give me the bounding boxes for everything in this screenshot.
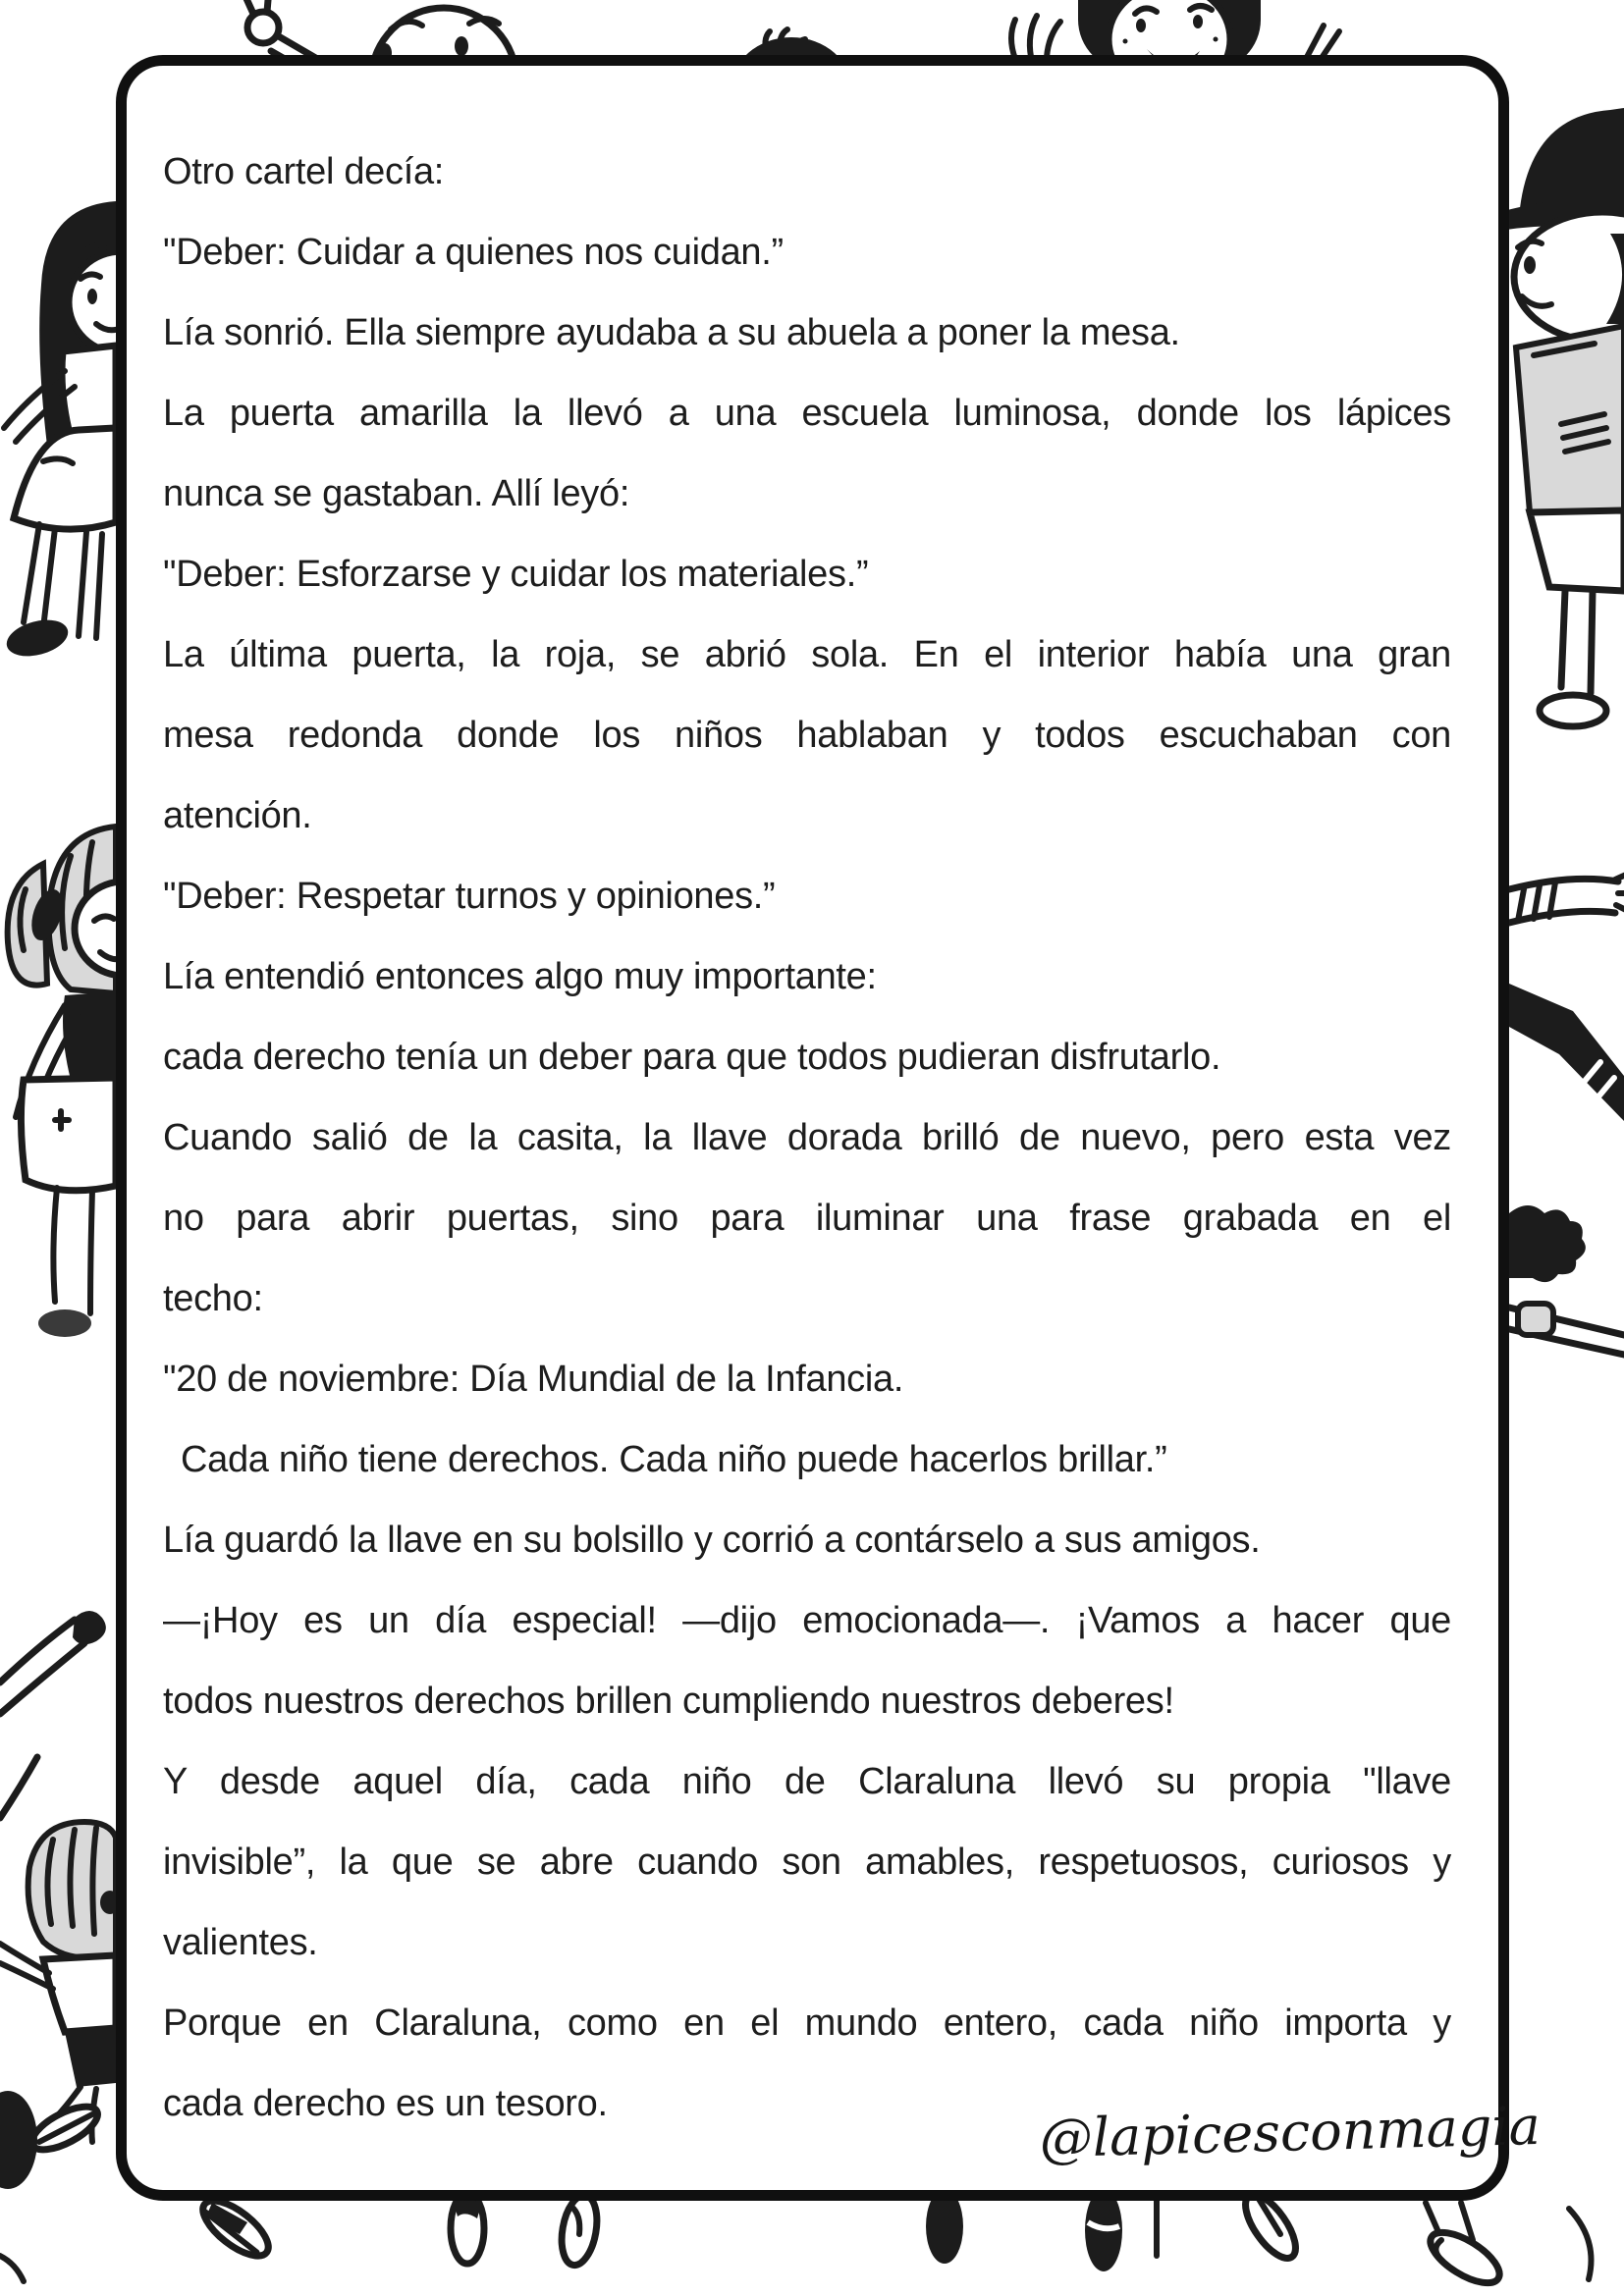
child-doodle-bottom-right-leg <box>1423 2203 1591 2293</box>
story-line: —¡Hoy es un día especial! —dijo emocionada—. ¡Vamos a hacer que <box>163 1600 1451 1641</box>
story-line: atención. <box>163 795 312 836</box>
child-doodle-right-reaching-arm <box>1509 870 1624 1121</box>
story-line: valientes. <box>163 1922 318 1963</box>
story-line: Cada niño tiene derechos. Cada niño puede hacerlos brillar.” <box>181 1439 1167 1480</box>
story-frame <box>116 55 1542 2201</box>
story-line: mesa redonda donde los niños hablaban y todos escuchaban con <box>163 715 1451 756</box>
child-doodle-left-jumper <box>0 1611 106 1818</box>
story-line: nunca se gastaban. Allí leyó: <box>163 473 630 514</box>
story-line: "20 de noviembre: Día Mundial de la Infancia. <box>163 1359 904 1400</box>
story-line: no para abrir puertas, sino para iluminar una frase grabada en el <box>163 1198 1451 1239</box>
story-line: "Deber: Respetar turnos y opiniones.” <box>163 876 776 917</box>
story-line: Lía entendió entonces algo muy importante: <box>163 956 877 997</box>
story-line: Y desde aquel día, cada niño de Claraluna llevó su propia "llave <box>163 1761 1451 1802</box>
story-line: Otro cartel decía: <box>163 151 445 192</box>
story-line: La última puerta, la roja, se abrió sola. En el interior había una gran <box>163 634 1451 675</box>
story-line: techo: <box>163 1278 263 1319</box>
story-line: Cuando salió de la casita, la llave dorada brilló de nuevo, pero esta vez <box>163 1117 1451 1158</box>
story-line: Lía sonrió. Ella siempre ayudaba a su abuela a poner la mesa. <box>163 312 1180 353</box>
story-line: Lía guardó la llave en su bolsillo y corrió a contárselo a sus amigos. <box>163 1520 1261 1561</box>
story-line: La puerta amarilla la llevó a una escuela luminosa, donde los lápices <box>163 393 1451 434</box>
story-text <box>163 132 1451 2144</box>
story-line: "Deber: Cuidar a quienes nos cuidan.” <box>163 232 784 273</box>
story-line: todos nuestros derechos brillen cumpliendo nuestros deberes! <box>163 1681 1174 1722</box>
story-line: cada derecho tenía un deber para que todos pudieran disfrutarlo. <box>163 1037 1221 1078</box>
story-line: invisible”, la que se abre cuando son amables, respetuosos, curiosos y <box>163 1842 1451 1883</box>
story-line: "Deber: Esforzarse y cuidar los materiales.” <box>163 554 869 595</box>
story-line: Porque en Claraluna, como en el mundo entero, cada niño importa y <box>163 2002 1451 2044</box>
signature-handle: @lapicesconmagia <box>1038 2094 1542 2170</box>
child-doodle-bottom-left-blob <box>0 2091 37 2281</box>
child-doodle-right-hat-girl <box>1500 108 1624 726</box>
child-doodle-right-reaching-kid <box>1509 1205 1624 1355</box>
story-line: cada derecho es un tesoro. <box>163 2083 608 2124</box>
